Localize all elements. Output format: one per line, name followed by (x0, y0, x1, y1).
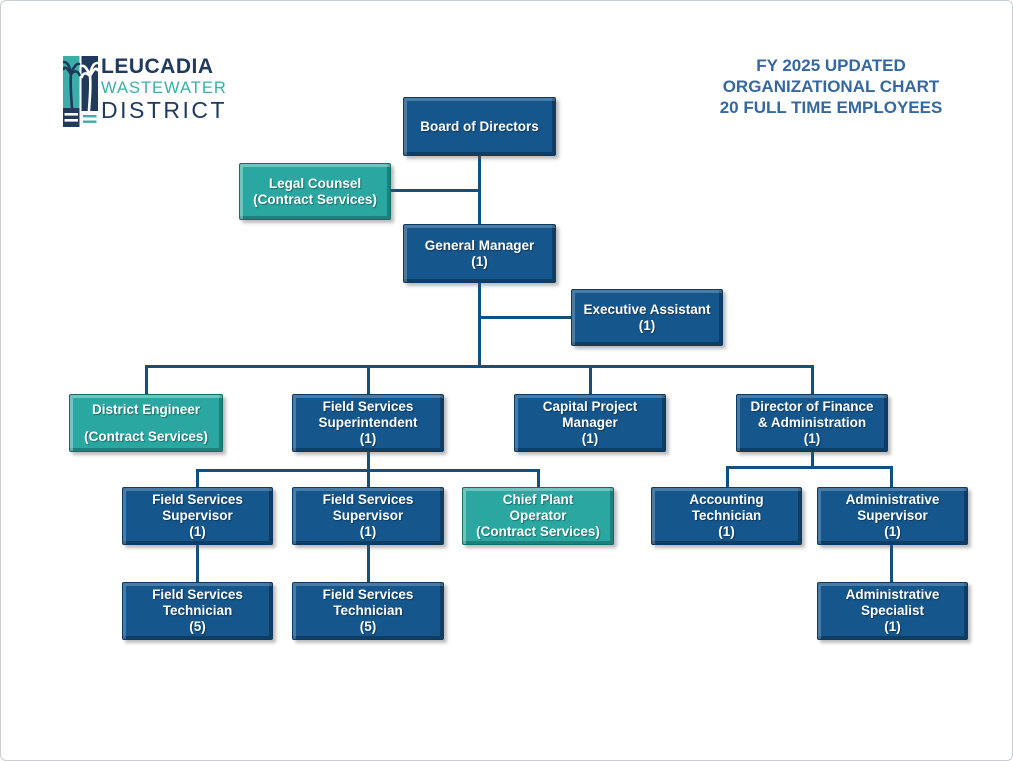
node-label-line: Field Services (152, 587, 243, 602)
node-label-line: Field Services (152, 492, 243, 507)
logo-wordmark (101, 56, 227, 122)
connector-supervisor-to-specialist (890, 545, 893, 582)
chart-title (714, 55, 948, 118)
node-label-line: (1) (189, 524, 206, 539)
node-label-line: (Contract Services) (84, 429, 208, 444)
node-label-line: Accounting (689, 492, 764, 507)
connector-drop-administrative-supervisor (890, 466, 893, 487)
node-label-line: (1) (803, 431, 821, 446)
logo-line-wastewater: WASTEWATER (101, 79, 227, 97)
node-label-line: Chief Plant (502, 492, 574, 507)
node-label-line: (1) (471, 253, 488, 269)
node-label-line: District Engineer (91, 402, 201, 417)
org-node-administrative-supervisor (817, 487, 968, 545)
node-label-line: Technician (333, 603, 403, 618)
node-label-line: (1) (359, 431, 377, 446)
node-label-line: Supervisor (857, 508, 928, 523)
node-label-line: (1) (718, 524, 735, 539)
node-label-line: Supervisor (332, 508, 404, 523)
node-label-line: Specialist (860, 603, 925, 618)
node-label-line: Field Services (322, 587, 414, 602)
node-label-line: Field Services (322, 399, 414, 414)
org-node-district-engineer (69, 394, 223, 452)
org-node-director-of-finance-administration (736, 394, 888, 452)
org-node-executive-assistant (571, 289, 723, 346)
node-label-line: Executive Assistant (583, 301, 711, 317)
node-label-line: (Contract Services) (476, 524, 600, 539)
node-label-line: (5) (189, 619, 206, 634)
node-label-line: Technician (162, 603, 233, 618)
node-label-line: (5) (359, 619, 377, 634)
node-label-line: (1) (884, 524, 901, 539)
connector-drop-superintendent (367, 365, 370, 394)
org-node-field-services-technician-2 (292, 582, 444, 640)
connector-drop-chief-plant-operator (537, 469, 540, 487)
node-label-line: Supervisor (162, 508, 233, 523)
org-node-field-services-superintendent (292, 394, 444, 452)
connector-legal-counsel (391, 189, 479, 192)
node-label-line: (Contract Services) (253, 191, 377, 207)
node-label-line: Manager (562, 415, 618, 430)
org-node-field-services-technician-1 (122, 582, 273, 640)
connector-drop-district-engineer (145, 365, 148, 394)
connector-drop-capital-project (589, 365, 592, 394)
connector-gm-down (478, 283, 481, 368)
node-label-line: Legal Counsel (268, 175, 362, 191)
org-node-accounting-technician (651, 487, 802, 545)
org-node-capital-project-manager (514, 394, 666, 452)
connector-director-finance-children (726, 466, 893, 469)
node-label-line: Administrative (845, 587, 940, 602)
node-label-line: (1) (581, 431, 599, 446)
node-label-line: Administrative (845, 492, 940, 507)
chart-title-line: 20 FULL TIME EMPLOYEES (719, 98, 943, 117)
node-label-line: (1) (884, 619, 901, 634)
node-label-line: Capital Project (542, 399, 638, 414)
node-label-line: Operator (509, 508, 567, 523)
org-node-field-services-supervisor-2 (292, 487, 444, 545)
org-node-administrative-specialist (817, 582, 968, 640)
logo-line-district: DISTRICT (101, 96, 228, 123)
connector-drop-supervisor-2 (367, 469, 370, 487)
connector-drop-director-finance (811, 365, 814, 394)
org-node-legal-counsel (239, 163, 391, 220)
connector-drop-accounting-technician (726, 466, 729, 487)
node-label-line: Technician (691, 508, 762, 523)
connector-supervisor2-to-technician (367, 545, 370, 582)
chart-title-line: ORGANIZATIONAL CHART (722, 77, 940, 96)
chart-title-line: FY 2025 UPDATED (756, 56, 906, 75)
node-label-line: (1) (359, 524, 377, 539)
connector-executive-assistant (479, 316, 571, 319)
node-label-line: Field Services (322, 492, 414, 507)
logo (63, 56, 227, 127)
node-label-line: Superintendent (318, 415, 418, 430)
connector-gm-children (145, 365, 813, 368)
connector-supervisor1-to-technician (196, 545, 199, 582)
org-node-chief-plant-operator (462, 487, 614, 545)
connector-drop-supervisor-1 (196, 469, 199, 487)
node-label-line: & Administration (757, 415, 867, 430)
org-node-field-services-supervisor-1 (122, 487, 273, 545)
node-label-line: Director of Finance (750, 399, 874, 414)
palm-trees-icon (63, 56, 98, 127)
node-label-line: Board of Directors (420, 118, 539, 134)
org-node-general-manager (403, 224, 556, 283)
logo-line-leucadia: LEUCADIA (101, 55, 214, 78)
node-label-line: General Manager (424, 237, 535, 253)
node-label-line: (1) (638, 317, 656, 333)
org-node-board-of-directors (403, 97, 556, 156)
